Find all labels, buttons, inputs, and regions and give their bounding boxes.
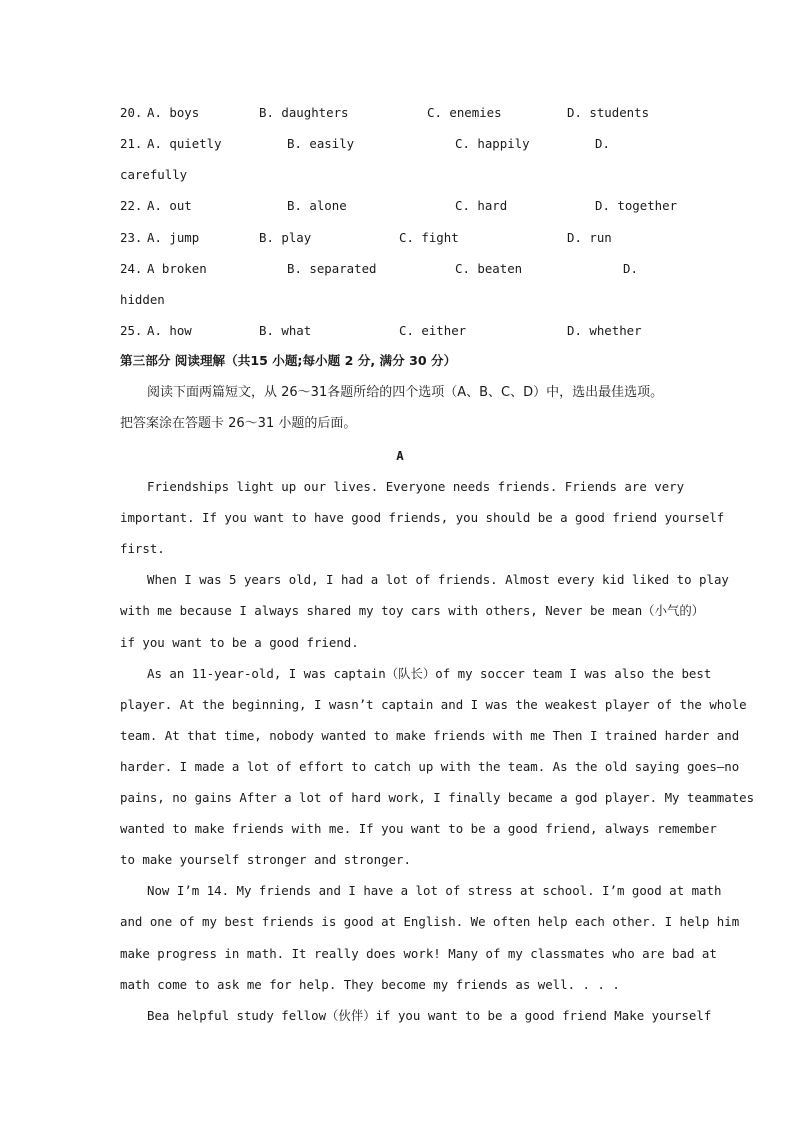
option-b: B. separated	[287, 261, 377, 276]
option-a: A. boys	[147, 105, 200, 120]
question-23	[120, 228, 680, 248]
question-20	[120, 103, 680, 123]
passage-line: pains, no gains After a lot of hard work, I finally became a god player. My teammates	[120, 790, 755, 805]
option-b: B. alone	[287, 198, 347, 213]
section-instruction-cont: 把答案涂在答题卡 26～31 小题的后面。	[120, 416, 357, 431]
option-c: C. hard	[455, 198, 508, 213]
question-21	[120, 134, 680, 154]
passage-line: Friendships light up our lives. Everyone needs friends. Friends are very	[147, 479, 685, 494]
option-a: A. how	[147, 323, 192, 338]
question-number: 20.	[120, 105, 143, 120]
option-a: A. jump	[147, 230, 200, 245]
section-heading: 第三部分 阅读理解（共15 小题;每小题 2 分, 满分 30 分）	[120, 353, 457, 368]
option-b: B. what	[259, 323, 312, 338]
question-number: 22.	[120, 198, 143, 213]
option-d: D. students	[567, 105, 650, 120]
question-22	[120, 196, 680, 216]
question-25	[120, 321, 680, 341]
question-number: 23.	[120, 230, 143, 245]
passage-line: make progress in math. It really does work! Many of my classmates who are bad at	[120, 946, 717, 961]
option-a: A broken	[147, 261, 207, 276]
option-c: C. happily	[455, 136, 530, 151]
passage-line: to make yourself stronger and stronger.	[120, 852, 411, 867]
option-c: C. enemies	[427, 105, 502, 120]
section-instruction: 阅读下面两篇短文，从 26～31各题所给的四个选项（A、B、C、D）中，选出最佳选项。	[147, 385, 664, 400]
option-a: A. quietly	[147, 136, 222, 151]
option-b: B. play	[259, 230, 312, 245]
passage-line: Bea helpful study fellow（伙伴）if you want to be a good friend Make yourself	[147, 1008, 712, 1023]
passage-line: math come to ask me for help. They become my friends as well. . . .	[120, 977, 620, 992]
option-d: D.	[623, 261, 638, 276]
question-number: 25.	[120, 323, 143, 338]
passage-line: important. If you want to have good friends, you should be a good friend yourself	[120, 510, 725, 525]
option-c: C. beaten	[455, 261, 523, 276]
passage-line: As an 11-year-old, I was captain（队长）of my soccer team I was also the best	[147, 666, 712, 681]
option-c: C. fight	[399, 230, 459, 245]
option-d: D. run	[567, 230, 612, 245]
option-b: B. daughters	[259, 105, 349, 120]
question-number: 21.	[120, 136, 143, 151]
passage-line: team. At that time, nobody wanted to make friends with me Then I trained harder and	[120, 728, 740, 743]
question-number: 24.	[120, 261, 143, 276]
passage-line: player. At the beginning, I wasn’t captain and I was the weakest player of the whole	[120, 697, 747, 712]
question-21-wrap: carefully	[120, 167, 188, 182]
option-d: D. together	[595, 198, 678, 213]
question-24	[120, 259, 680, 279]
passage-line: Now I’m 14. My friends and I have a lot of stress at school. I’m good at math	[147, 883, 722, 898]
option-b: B. easily	[287, 136, 355, 151]
option-d: D. whether	[567, 323, 642, 338]
passage-line: and one of my best friends is good at English. We often help each other. I help him	[120, 914, 740, 929]
passage-line: When I was 5 years old, I had a lot of friends. Almost every kid liked to play	[147, 572, 729, 587]
option-d: D.	[595, 136, 610, 151]
question-24-wrap: hidden	[120, 292, 165, 307]
passage-line: with me because I always shared my toy cars with others, Never be mean（小气的）	[120, 603, 705, 618]
option-a: A. out	[147, 198, 192, 213]
passage-line: if you want to be a good friend.	[120, 635, 359, 650]
passage-label: A	[396, 448, 404, 463]
passage-line: wanted to make friends with me. If you want to be a good friend, always remember	[120, 821, 717, 836]
passage-line: harder. I made a lot of effort to catch up with the team. As the old saying goes—no	[120, 759, 740, 774]
option-c: C. either	[399, 323, 467, 338]
passage-line: first.	[120, 541, 165, 556]
